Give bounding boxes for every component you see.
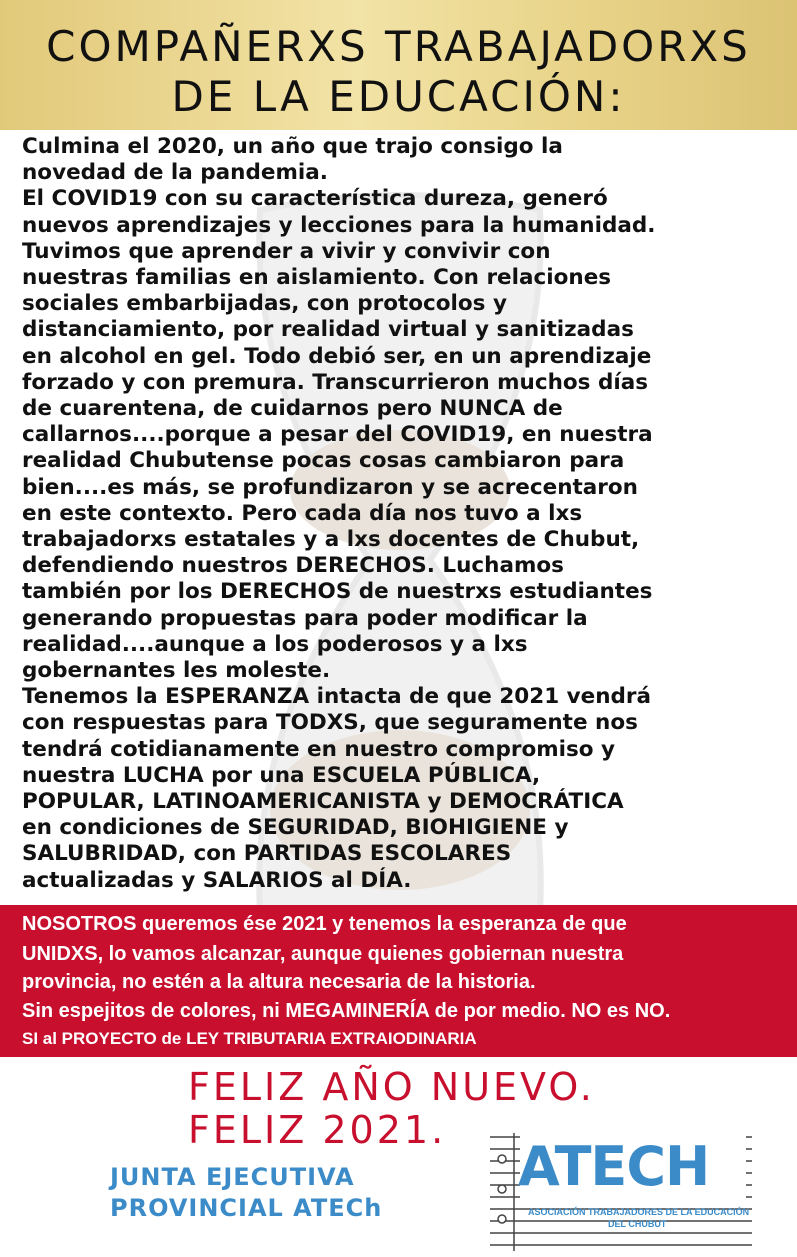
greeting-line-1: FELIZ AÑO NUEVO. <box>188 1065 595 1109</box>
greeting-line-2: FELIZ 2021. <box>188 1108 447 1152</box>
atech-logo <box>490 1133 752 1251</box>
signature-line-2: PROVINCIAL ATECh <box>110 1194 383 1222</box>
message-line: realidad....aunque a los poderosos y a lxs <box>22 631 528 657</box>
message-line: gobernantes les moleste. <box>22 658 331 684</box>
red-statement-band <box>0 905 797 1057</box>
statement-line-5: SI al PROYECTO de LEY TRIBUTARIA EXTRAIODINARIA <box>22 1029 477 1048</box>
statement-line-3: provincia, no estén a la altura necesaria de la historia. <box>22 971 536 993</box>
message-line: en alcohol en gel. Todo debió ser, en un aprendizaje <box>22 343 652 369</box>
logo-subtitle-1: ASOCIACIÓN TRABAJADORES DE LA EDUCACIÓN <box>528 1207 750 1217</box>
message-line: nuevos aprendizajes y lecciones para la humanidad. <box>22 212 656 238</box>
message-line: SALUBRIDAD, con PARTIDAS ESCOLARES <box>22 841 512 867</box>
header-banner <box>0 0 797 130</box>
message-line: actualizadas y SALARIOS al DÍA. <box>22 867 412 893</box>
message-paragraph <box>22 134 792 894</box>
message-line: Tenemos la ESPERANZA intacta de que 2021 vendrá <box>22 684 652 710</box>
message-line: tendrá cotidianamente en nuestro compromiso y <box>22 736 616 762</box>
message-line: generando propuestas para poder modificar la <box>22 605 588 631</box>
message-line: con respuestas para TODXS, que seguramente nos <box>22 710 638 736</box>
signature-line-1: JUNTA EJECUTIVA <box>110 1163 355 1191</box>
message-line: bien....es más, se profundizaron y se acrecentaron <box>22 474 638 500</box>
message-line: distanciamiento, por realidad virtual y sanitizadas <box>22 317 634 343</box>
header-title-line-1: COMPAÑERXS TRABAJADORXS <box>46 22 751 71</box>
message-line: también por los DERECHOS de nuestrxs estudiantes <box>22 579 653 605</box>
message-line: defendiendo nuestros DERECHOS. Luchamos <box>22 553 564 579</box>
main-message <box>0 130 797 905</box>
message-line: realidad Chubutense pocas cosas cambiaron para <box>22 448 625 474</box>
logo-wordmark: ATECH <box>518 1135 710 1198</box>
message-line: nuestras familias en aislamiento. Con relaciones <box>22 265 612 291</box>
message-line: Culmina el 2020, un año que trajo consigo la <box>22 134 563 159</box>
message-line: callarnos....porque a pesar del COVID19, en nuestra <box>22 422 653 448</box>
header-title-line-2: DE LA EDUCACIÓN: <box>171 72 626 121</box>
message-line: nuestra LUCHA por una ESCUELA PÚBLICA, <box>22 762 541 788</box>
statement-line-2: UNIDXS, lo vamos alcanzar, aunque quienes gobiernan nuestra <box>22 943 624 965</box>
message-line: novedad de la pandemia. <box>22 160 328 186</box>
message-line: en condiciones de SEGURIDAD, BIOHIGIENE y <box>22 815 569 841</box>
statement-line-1: NOSOTROS queremos ése 2021 y tenemos la esperanza de que <box>22 913 627 935</box>
message-line: Tuvimos que aprender a vivir y convivir con <box>22 238 551 264</box>
logo-subtitle-2: DEL CHUBUT <box>608 1219 667 1229</box>
message-line: en este contexto. Pero cada día nos tuvo a lxs <box>22 500 583 526</box>
statement-line-4: Sin espejitos de colores, ni MEGAMINERÍA de por medio. NO es NO. <box>22 1000 671 1022</box>
message-line: sociales embarbijadas, con protocolos y <box>22 291 507 317</box>
message-line: de cuarentena, de cuidarnos pero NUNCA de <box>22 396 563 422</box>
message-line: forzado y con premura. Transcurrieron muchos días <box>22 369 649 395</box>
message-line: POPULAR, LATINOAMERICANISTA y DEMOCRÁTICA <box>22 789 624 815</box>
message-line: trabajadorxs estatales y a lxs docentes de Chubut, <box>22 527 640 553</box>
message-line: El COVID19 con su característica dureza, generó <box>22 186 608 212</box>
